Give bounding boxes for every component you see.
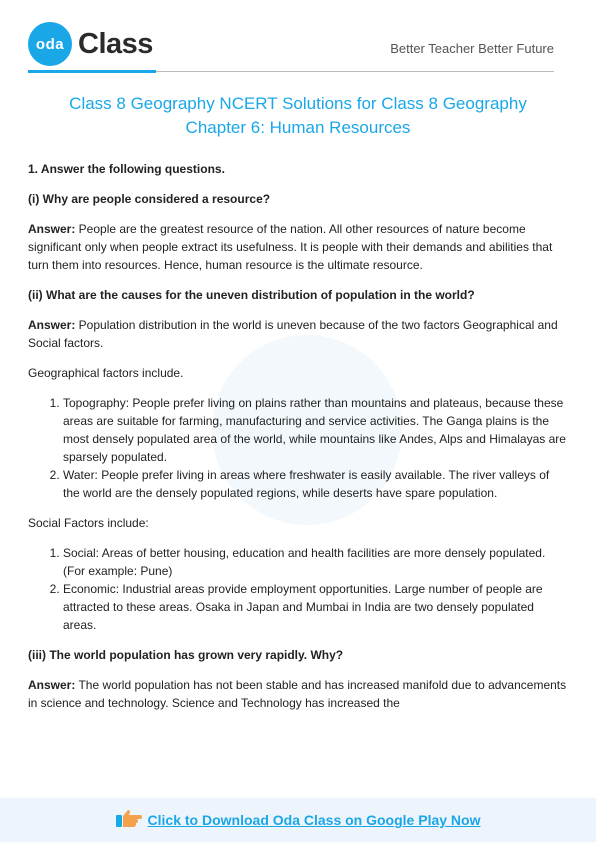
answer-text: The world population has not been stable and has increased manifold due to advancements in science and technology. Science and Technology has increased the [28, 678, 567, 710]
list-item: 1. Social: Areas of better housing, education and health facilities are more densely populated. (For example: Pune) [63, 544, 568, 580]
document-body [28, 160, 568, 724]
geographical-factors-list [28, 394, 568, 502]
answer-2 [28, 316, 568, 352]
list-item: 1. Topography: People prefer living on plains rather than mountains and plateaus, because these areas are suitable for farming, manufacturing and service activities. The Ganga plains is the most densely populated area of the world, while mountains like Andes, Alps and Himalayas are sparsely populated. [63, 394, 568, 466]
list-item: 2. Water: People prefer living in areas where freshwater is easily available. The river valleys of the world are the densely populated regions, while deserts have spare population. [63, 466, 568, 502]
page-title [30, 92, 566, 140]
logo-text: Class [78, 27, 153, 60]
download-footer[interactable] [0, 798, 596, 842]
answer-label: Answer: [28, 678, 76, 692]
download-link[interactable]: Click to Download Oda Class on Google Play Now [147, 812, 481, 828]
logo-mark: oda [28, 22, 72, 66]
geographical-intro: Geographical factors include. [28, 366, 184, 380]
header-accent-line [28, 70, 156, 73]
social-intro: Social Factors include: [28, 516, 149, 530]
tagline: Better Teacher Better Future [390, 41, 554, 56]
list-item: 2. Economic: Industrial areas provide employment opportunities. Large number of people are attracted to these areas. Osaka in Japan and Mumbai in India are two densely populated areas. [63, 580, 568, 634]
question-1: (i) Why are people considered a resource? [28, 192, 271, 206]
title-line-1: Class 8 Geography NCERT Solutions for Class 8 Geography [69, 94, 527, 113]
question-2: (ii) What are the causes for the uneven distribution of population in the world? [28, 288, 475, 302]
answer-3 [28, 676, 568, 712]
answer-text: People are the greatest resource of the nation. All other resources of nature become significant only when people extract its usefulness. It is people with their demands and abilities that turn them into resources. Hence, human resource is the ultimate resource. [28, 222, 553, 272]
page-header [0, 0, 596, 80]
answer-1 [28, 220, 568, 274]
social-factors-list [28, 544, 568, 634]
answer-label: Answer: [28, 222, 76, 236]
answer-text: Population distribution in the world is uneven because of the two factors Geographical and Social factors. [28, 318, 558, 350]
answer-label: Answer: [28, 318, 76, 332]
title-line-2: Chapter 6: Human Resources [185, 118, 411, 137]
section-heading: 1. Answer the following questions. [28, 162, 225, 176]
pointing-hand-icon [116, 810, 142, 830]
question-3: (iii) The world population has grown very rapidly. Why? [28, 648, 344, 662]
header-divider [156, 71, 554, 72]
oda-class-logo [28, 22, 153, 66]
